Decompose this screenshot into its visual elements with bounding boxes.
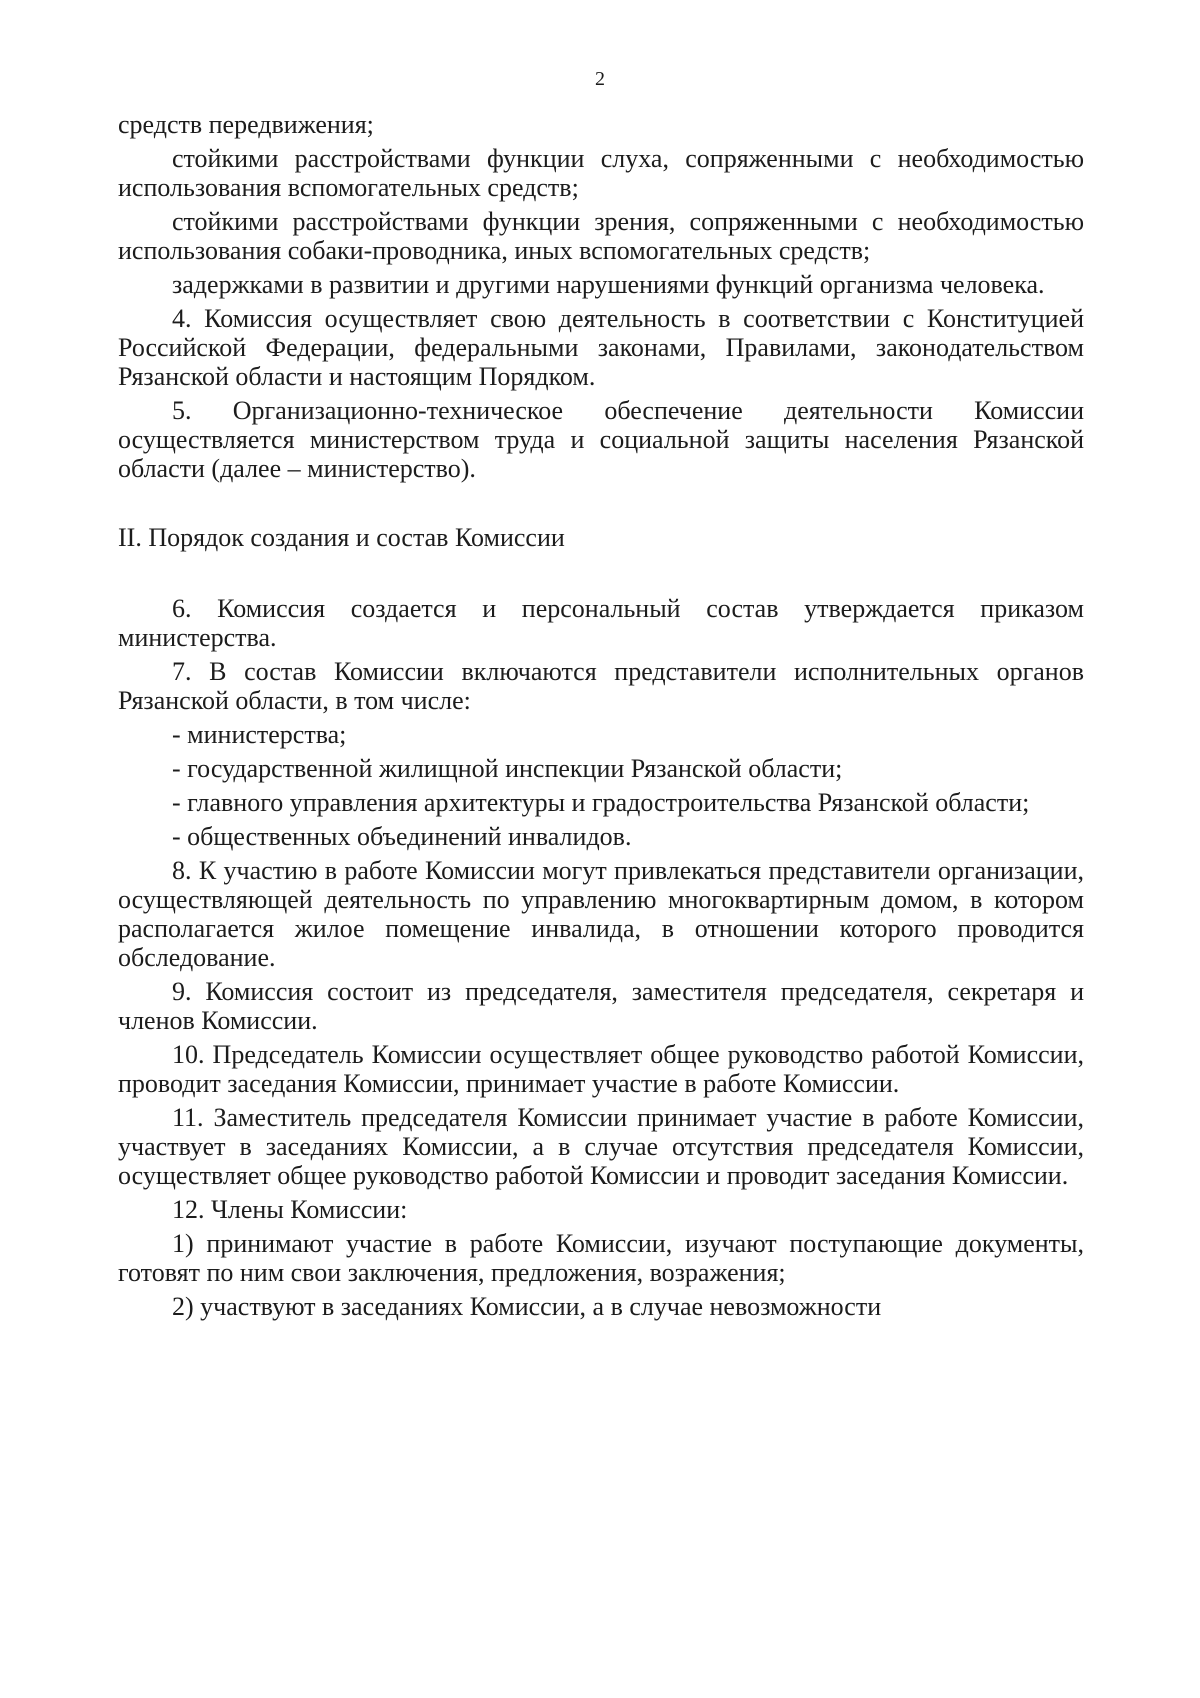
section-heading: II. Порядок создания и состав Комиссии <box>118 523 565 552</box>
paragraph-item-10: 10. Председатель Комиссии осуществляет общее руководство работой Комиссии, проводит заседания Комиссии, принимает участие в работе Комиссии. <box>118 1040 1084 1098</box>
paragraph: средств передвижения; <box>118 110 374 139</box>
paragraph: задержками в развитии и другими нарушениями функций организма человека. <box>172 270 1045 299</box>
paragraph-item-12: 12. Члены Комиссии: <box>172 1195 408 1224</box>
list-item: - государственной жилищной инспекции Рязанской области; <box>172 754 843 783</box>
paragraph-subitem-2: 2) участвуют в заседаниях Комиссии, а в случае невозможности <box>172 1292 882 1321</box>
paragraph-item-9: 9. Комиссия состоит из председателя, заместителя председателя, секретаря и членов Комиссии. <box>118 977 1084 1035</box>
paragraph-item-4: 4. Комиссия осуществляет свою деятельность в соответствии с Конституцией Российской Федерации, федеральными законами, Правилами, законодательством Рязанской области и настоящим Порядком. <box>118 304 1084 391</box>
paragraph-item-6: 6. Комиссия создается и персональный состав утверждается приказом министерства. <box>118 594 1084 652</box>
page-number: 2 <box>595 68 605 90</box>
paragraph-subitem-1: 1) принимают участие в работе Комиссии, изучают поступающие документы, готовят по ним свои заключения, предложения, возражения; <box>118 1229 1084 1287</box>
paragraph-item-5: 5. Организационно-техническое обеспечение деятельности Комиссии осуществляется министерством труда и социальной защиты населения Рязанской области (далее – министерство). <box>118 396 1084 483</box>
paragraph-item-7: 7. В состав Комиссии включаются представители исполнительных органов Рязанской области, в том числе: <box>118 657 1084 715</box>
paragraph-item-8: 8. К участию в работе Комиссии могут привлекаться представители организации, осуществляющей деятельность по управлению многоквартирным домом, в котором располагается жилое помещение инвалида, в отношении которого проводится обследование. <box>118 856 1084 972</box>
list-item: - главного управления архитектуры и градостроительства Рязанской области; <box>172 788 1030 817</box>
document-body <box>118 110 1084 1326</box>
paragraph: стойкими расстройствами функции зрения, сопряженными с необходимостью использования собаки-проводника, иных вспомогательных средств; <box>118 207 1084 265</box>
list-item: - министерства; <box>172 720 347 749</box>
paragraph: стойкими расстройствами функции слуха, сопряженными с необходимостью использования вспомогательных средств; <box>118 144 1084 202</box>
paragraph-item-11: 11. Заместитель председателя Комиссии принимает участие в работе Комиссии, участвует в заседаниях Комиссии, а в случае отсутствия председателя Комиссии, осуществляет общее руководство работой Комиссии и проводит заседания Комиссии. <box>118 1103 1084 1190</box>
list-item: - общественных объединений инвалидов. <box>172 822 632 851</box>
